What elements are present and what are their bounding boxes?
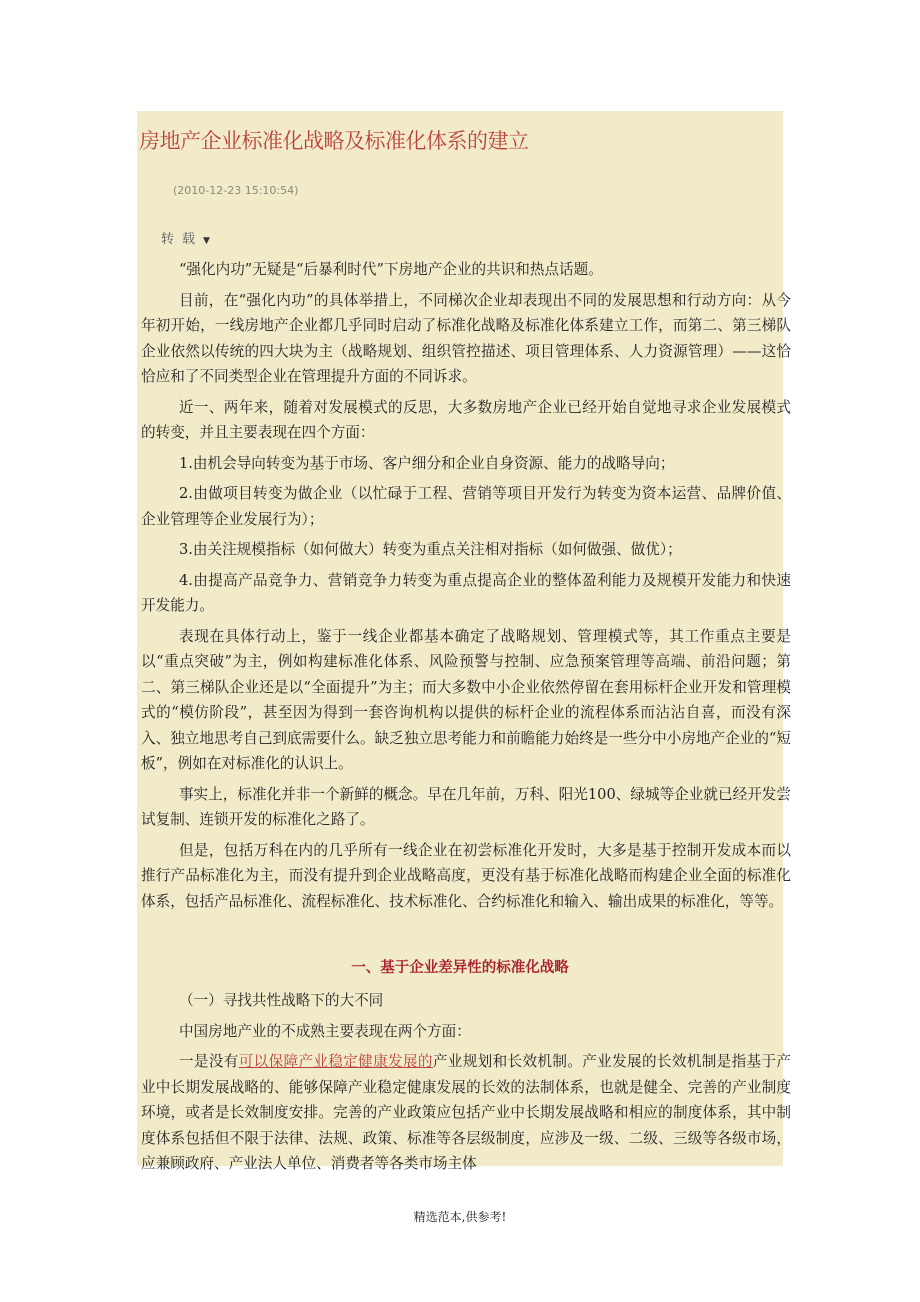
section-subheading: （一）寻找共性战略下的大不同 [178, 992, 384, 1009]
paragraph: “强化内功”无疑是“后暴利时代”下房地产企业的共识和热点话题。 [178, 261, 603, 278]
section-body [141, 988, 791, 1182]
paragraph: 近一、两年来，随着对发展模式的反思，大多数房地产企业已经开始自觉地寻求企业发展模式的转变，并且主要表现在四个方面： [141, 398, 791, 441]
page-footer: 精选范本,供参考! [413, 1210, 507, 1224]
text-prefix: 一是没有 [178, 1053, 239, 1070]
paragraph: 事实上，标准化并非一个新鲜的概念。早在几年前，万科、阳光100、绿城等企业就已经开发尝试复制、连锁开发的标准化之路了。 [141, 785, 791, 828]
section-intro: 中国房地产业的不成熟主要表现在两个方面： [178, 1022, 471, 1040]
repost-label: 转载 [161, 232, 204, 247]
text-rest: 产业规划和长效机制。产业发展的长效机制是指基于产业中长期发展战略的、能够保障产业稳定健康发展的长效的法制体系，也就是健全、完善的产业制度环境，或者是长效制度安排。完善的产业政策应包括产业中长期发展战略和相应的制度体系，其中制度体系包括但不限于法律、法规、政策、标准等各层级制度，应涉及一级、二级、三级等各级市场，应兼顾政府、产业法人单位、消费者等各类市场主体 [141, 1053, 791, 1172]
paragraph: 表现在具体行动上，鉴于一线企业都基本确定了战略规划、管理模式等，其工作重点主要是以“重点突破”为主，例如构建标准化体系、风险预警与控制、应急预案管理等高端、前沿问题；第二、第三梯队企业还是以“全面提升”为主；而大多数中小企业依然停留在套用标杆企业开发和管理模式的“模仿阶段”，甚至因为得到一套咨询机构以提供的标杆企业的流程体系而沾沾自喜，而没有深入、独立地思考自己到底需要什么。缺乏独立思考能力和前瞻能力始终是一些分中小房地产企业的“短板”，例如在对标准化的认识上。 [141, 627, 791, 772]
paragraph: 目前，在“强化内功”的具体举措上，不同梯次企业却表现出不同的发展思想和行动方向：从今年初开始，一线房地产企业都几乎同时启动了标准化战略及标准化体系建立工作，而第二、第三梯队企业依然以传统的四大块为主（战略规划、组织管控描述、项目管理体系、人力资源管理）——这恰恰应和了不同类型企业在管理提升方面的不同诉求。 [141, 291, 791, 385]
article-title: 房地产企业标准化战略及标准化体系的建立 [139, 129, 529, 153]
repost-dropdown[interactable] [161, 228, 210, 247]
dropdown-arrow-icon: ▼ [203, 236, 210, 246]
paragraph: 1.由机会导向转变为基于市场、客户细分和企业自身资源、能力的战略导向； [178, 454, 675, 472]
paragraph [141, 1049, 791, 1177]
paragraph: 2.由做项目转变为做企业（以忙碌于工程、营销等项目开发行为转变为资本运营、品牌价值、企业管理等企业发展行为）； [141, 485, 791, 528]
section-heading: 一、基于企业差异性的标准化战略 [351, 960, 569, 976]
paragraph: 4.由提高产品竞争力、营销竞争力转变为重点提高企业的整体盈利能力及规模开发能力和快速开发能力。 [141, 571, 791, 614]
paragraph: 但是，包括万科在内的几乎所有一线企业在初尝标准化开发时，大多是基于控制开发成本而以推行产品标准化为主，而没有提升到企业战略高度，更没有基于标准化战略而构建企业全面的标准化体系，包括产品标准化、流程标准化、技术标准化、合约标准化和输入、输出成果的标准化，等等。 [141, 841, 791, 910]
article-page [137, 111, 791, 1172]
inline-link[interactable]: 可以保障产业稳定健康发展的 [238, 1053, 433, 1070]
paragraph: 3.由关注规模指标（如何做大）转变为重点关注相对指标（如何做强、做优）； [178, 541, 682, 558]
article-body [141, 257, 791, 919]
article-date: (2010-12-23 15:10:54) [173, 184, 299, 197]
